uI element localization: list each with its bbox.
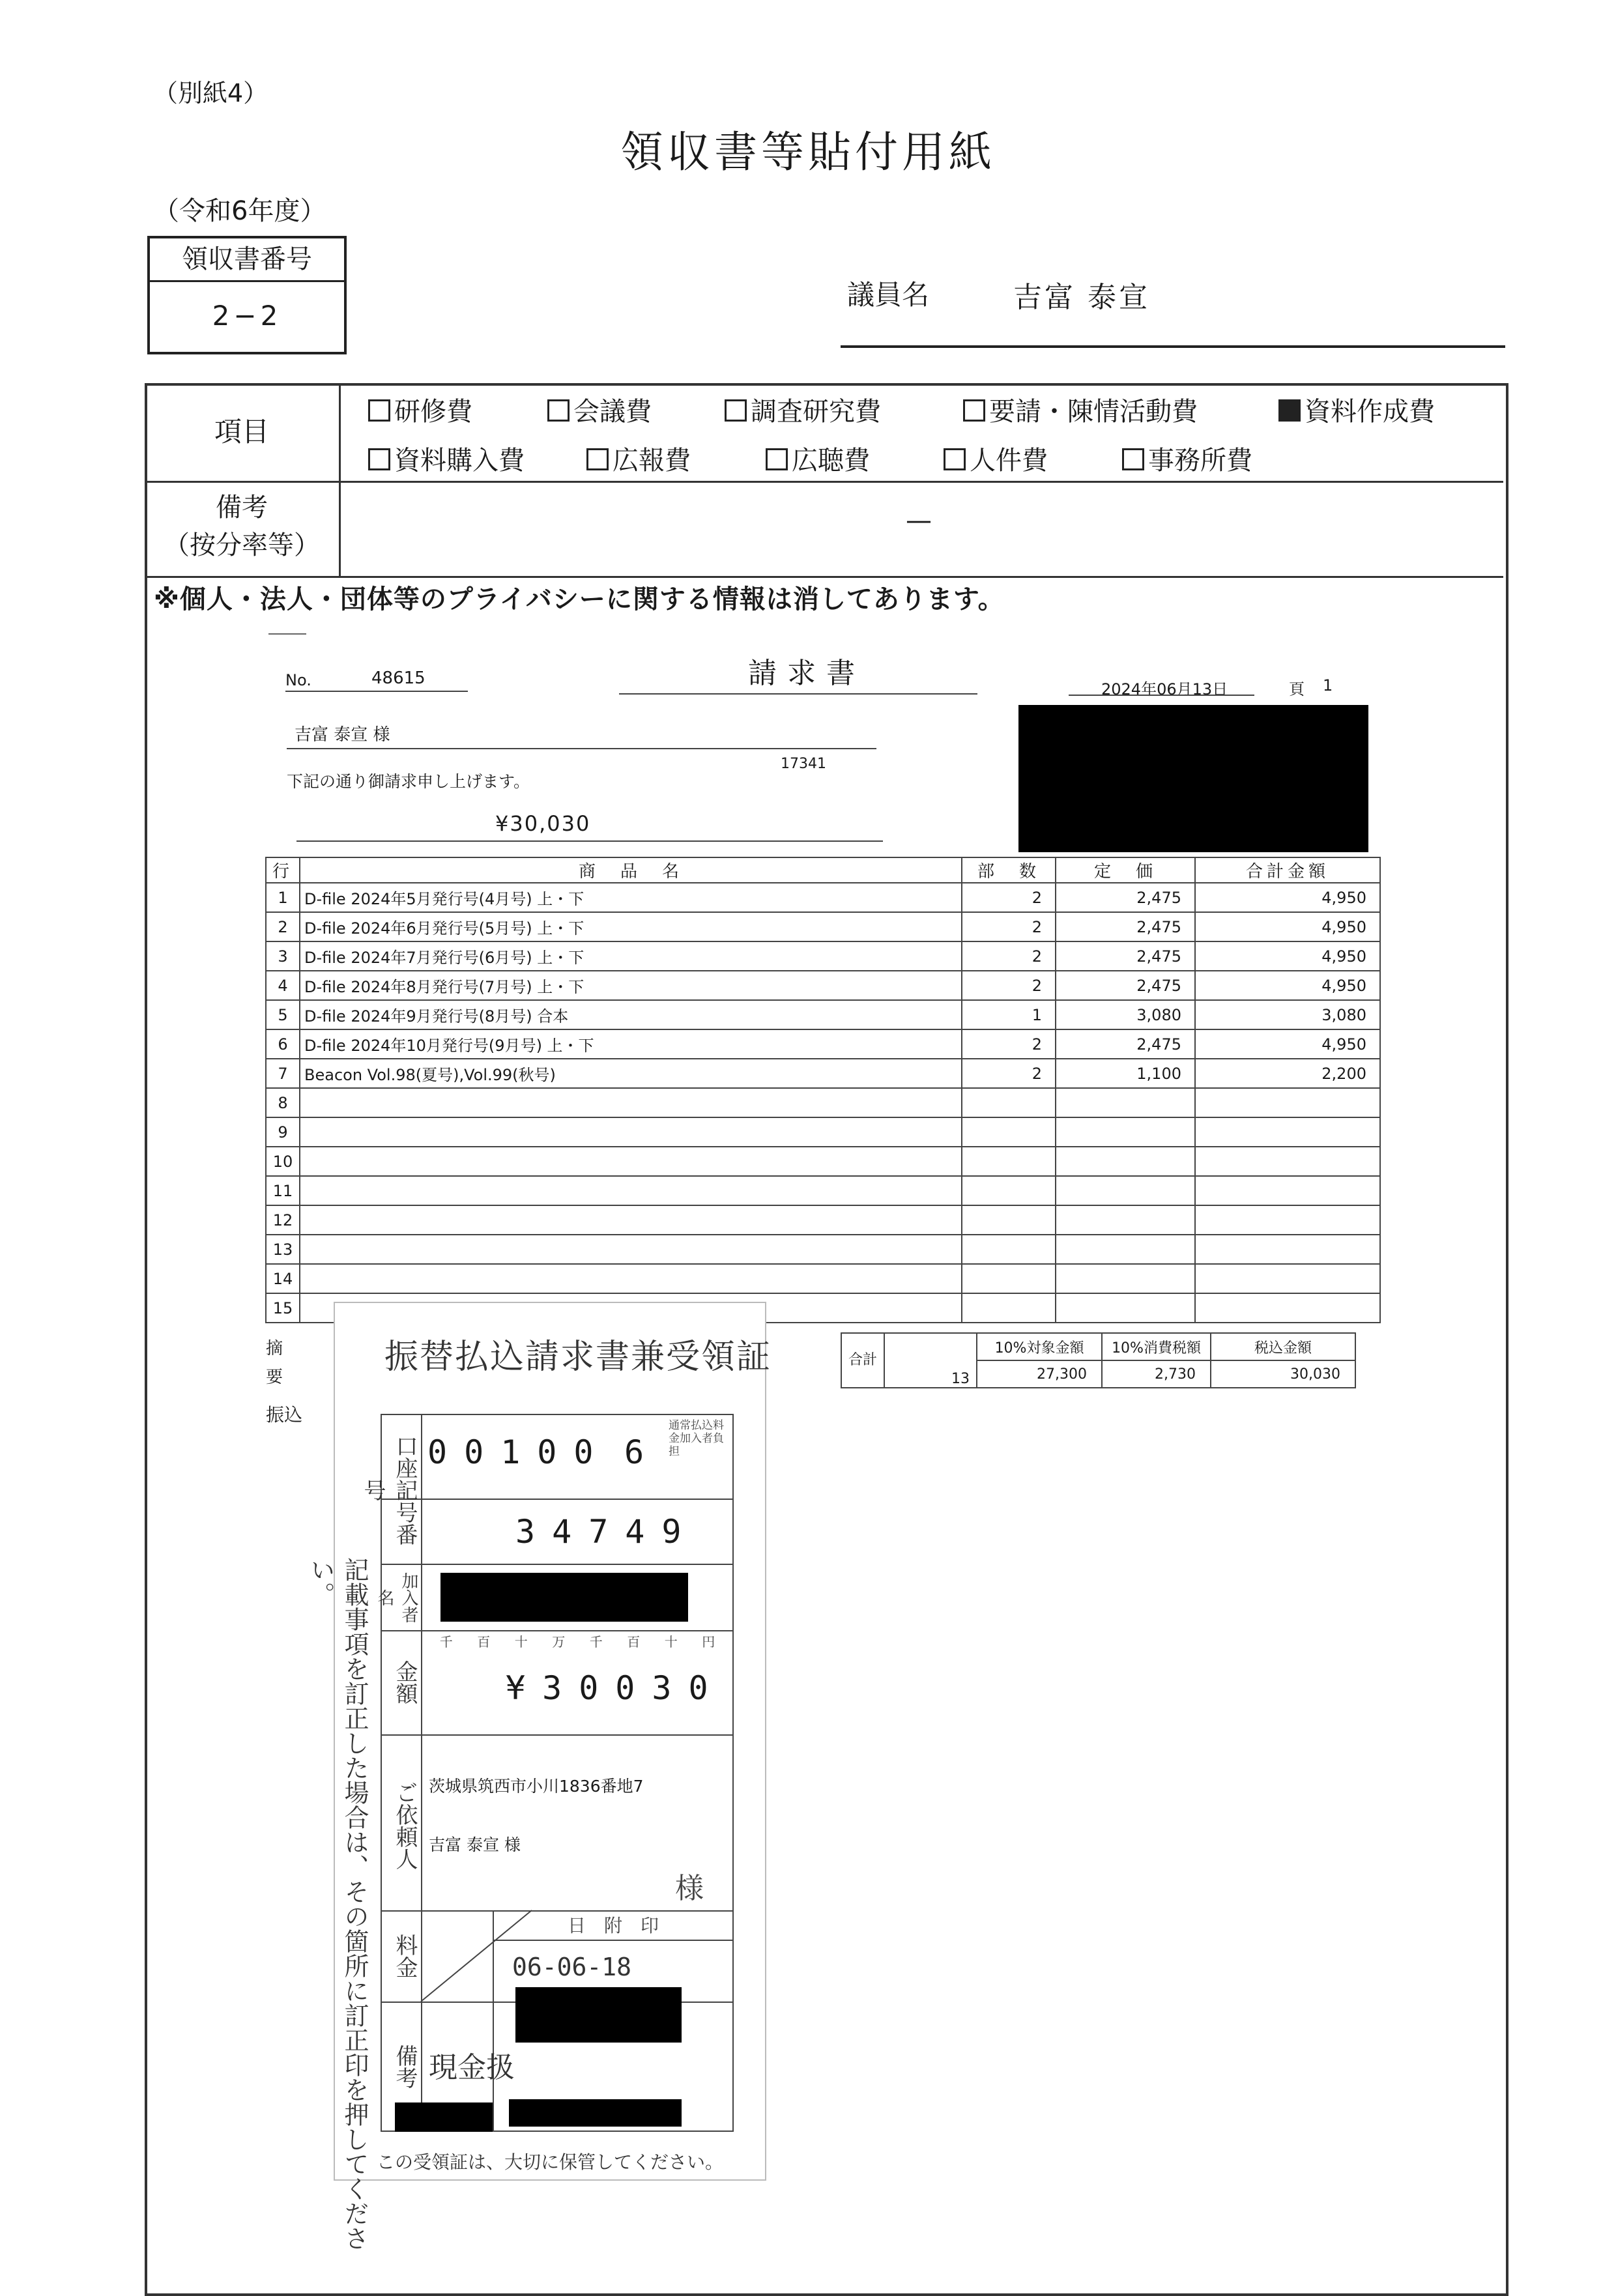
- invoice-customer-code: 17341: [781, 756, 826, 772]
- redaction-box: [1018, 705, 1368, 852]
- unit-price: [1056, 1264, 1195, 1293]
- account-label: 口座記号番号: [360, 1435, 418, 1545]
- invoice-total-underline: [296, 840, 883, 842]
- checkbox-icon: [944, 448, 966, 470]
- unit-price: [1056, 1117, 1195, 1147]
- table-row: [266, 1205, 1380, 1235]
- note-row: [145, 481, 1503, 578]
- payee-label: 加入者名: [375, 1572, 418, 1623]
- invoice-date-underline: [1069, 695, 1254, 696]
- row-number: 8: [266, 1088, 300, 1117]
- receipt-number: 2−2: [212, 300, 282, 332]
- invoice-page-label: 頁: [1289, 680, 1305, 698]
- checkbox-icon: [586, 448, 609, 470]
- sum-qty: 13: [884, 1333, 977, 1388]
- table-row: [266, 941, 1380, 971]
- product-name: D-file 2024年5月発行号(4月号) 上・下: [300, 883, 962, 912]
- unit-price: [1056, 1147, 1195, 1176]
- line-amount: [1195, 1088, 1380, 1117]
- quantity: 1: [962, 1000, 1056, 1029]
- taxable-label: 10%対象金額: [977, 1333, 1102, 1360]
- line-amount: [1195, 1176, 1380, 1205]
- quantity: 2: [962, 1059, 1056, 1088]
- stamp-date: 06-06-18: [512, 1953, 632, 1981]
- table-row: [266, 971, 1380, 1000]
- row-number: 11: [266, 1176, 300, 1205]
- invoice-items-table: [265, 857, 1381, 1323]
- member-label: 議員名: [847, 279, 930, 311]
- invoice-customer-underline: [287, 748, 876, 749]
- redaction-box: [395, 2102, 493, 2132]
- item-label: 項目: [214, 416, 269, 448]
- row-number: 6: [266, 1029, 300, 1059]
- slip-side-label: 振込: [266, 1404, 303, 1426]
- table-row: [266, 1235, 1380, 1264]
- receipt-number-label: 領収書番号: [150, 238, 344, 282]
- product-name: [300, 1176, 962, 1205]
- product-name: D-file 2024年10月発行号(9月号) 上・下: [300, 1029, 962, 1059]
- col-price: 定 価: [1056, 857, 1195, 883]
- row-number: 3: [266, 941, 300, 971]
- unit-price: [1056, 1293, 1195, 1323]
- row-number: 1: [266, 883, 300, 912]
- redaction-box: [515, 1987, 682, 2043]
- stamp-label: 日 附 印: [567, 1915, 659, 1936]
- invoice-no-underline: [285, 691, 468, 692]
- invoice-summary: [841, 1332, 1356, 1388]
- summary-label: 摘要: [266, 1339, 283, 1387]
- quantity: [962, 1147, 1056, 1176]
- line-amount: 3,080: [1195, 1000, 1380, 1029]
- slip-title: 振替払込請求書兼受領証: [384, 1338, 772, 1377]
- table-row: [266, 1264, 1380, 1293]
- unit-price: 2,475: [1056, 971, 1195, 1000]
- honorific: 様: [675, 1872, 704, 1905]
- quantity: 2: [962, 883, 1056, 912]
- product-name: [300, 1088, 962, 1117]
- amount-unit-label: 万: [552, 1634, 566, 1650]
- requester-address: 茨城県筑西市小川1836番地7: [429, 1777, 644, 1796]
- receipt-number-box: [147, 236, 347, 354]
- slip-amount: ¥30030: [506, 1669, 725, 1707]
- unit-price: [1056, 1205, 1195, 1235]
- row-number: 13: [266, 1235, 300, 1264]
- invoice-date: 2024年06月13日: [1101, 680, 1228, 698]
- amount-unit-label: 十: [664, 1634, 678, 1650]
- tax-label: 10%消費税額: [1102, 1333, 1211, 1360]
- member-underline: [841, 345, 1505, 348]
- total-incl-label: 税込金額: [1211, 1333, 1355, 1360]
- category-public-relations[interactable]: 広報費: [586, 440, 691, 477]
- product-name: [300, 1117, 962, 1147]
- table-row: [266, 1117, 1380, 1147]
- table-row: [266, 1176, 1380, 1205]
- slip-footer: この受領証は、大切に保管してください。: [377, 2151, 724, 2173]
- line-amount: 4,950: [1195, 971, 1380, 1000]
- note-label: 備考 （按分率等）: [164, 493, 320, 560]
- line-amount: [1195, 1264, 1380, 1293]
- col-row-no: 行: [266, 857, 300, 883]
- line-amount: 4,950: [1195, 941, 1380, 971]
- unit-price: [1056, 1235, 1195, 1264]
- amount-unit-label: 円: [702, 1634, 715, 1650]
- category-material-creation[interactable]: 資料作成費: [1278, 391, 1435, 428]
- table-row: [266, 1088, 1380, 1117]
- quantity: [962, 1205, 1056, 1235]
- line-amount: 4,950: [1195, 1029, 1380, 1059]
- table-row: [266, 1147, 1380, 1176]
- redaction-box: [509, 2099, 682, 2127]
- invoice-no: 48615: [371, 668, 426, 688]
- slip-side-note: 記載事項を訂正した場合は、その箇所に訂正印を押してください。: [306, 1557, 369, 2250]
- category-material-purchase[interactable]: 資料購入費: [368, 440, 525, 477]
- quantity: [962, 1293, 1056, 1323]
- checkbox-icon: [368, 448, 390, 470]
- line-amount: [1195, 1117, 1380, 1147]
- total-incl-amount: 30,030: [1211, 1360, 1355, 1388]
- table-row: [266, 1000, 1380, 1029]
- line-amount: [1195, 1293, 1380, 1323]
- row-number: 14: [266, 1264, 300, 1293]
- tax-amount: 2,730: [1102, 1360, 1211, 1388]
- product-name: [300, 1147, 962, 1176]
- table-row: [266, 912, 1380, 941]
- amount-unit-label: 千: [589, 1634, 603, 1650]
- table-header-row: [266, 857, 1380, 883]
- invoice-total: ¥30,030: [495, 811, 591, 836]
- row-number: 4: [266, 971, 300, 1000]
- quantity: 2: [962, 941, 1056, 971]
- category-public-hearing[interactable]: 広聴費: [766, 440, 870, 477]
- unit-price: 1,100: [1056, 1059, 1195, 1088]
- invoice-title: 請求書: [748, 657, 865, 690]
- account-prefix: 00100: [427, 1433, 611, 1471]
- unit-price: 3,080: [1056, 1000, 1195, 1029]
- redaction-box: [440, 1573, 688, 1622]
- taxable-amount: 27,300: [977, 1360, 1102, 1388]
- requester-name: 吉富 泰宣 様: [429, 1835, 521, 1854]
- unit-price: 2,475: [1056, 941, 1195, 971]
- page-title: 領収書等貼付用紙: [620, 127, 996, 177]
- amount-unit-label: 百: [627, 1634, 641, 1650]
- product-name: Beacon Vol.98(夏号),Vol.99(秋号): [300, 1059, 962, 1088]
- line-amount: 4,950: [1195, 912, 1380, 941]
- unit-price: 2,475: [1056, 912, 1195, 941]
- unit-price: [1056, 1088, 1195, 1117]
- requester-label: ご依頼人: [392, 1781, 418, 1870]
- product-name: [300, 1205, 962, 1235]
- product-name: [300, 1235, 962, 1264]
- row-number: 9: [266, 1117, 300, 1147]
- quantity: 2: [962, 971, 1056, 1000]
- line-amount: 2,200: [1195, 1059, 1380, 1088]
- quantity: [962, 1117, 1056, 1147]
- amount-unit-label: 十: [514, 1634, 528, 1650]
- checkbox-icon: [547, 399, 570, 422]
- slip-form: [360, 1414, 734, 2132]
- amount-label: 金額: [392, 1660, 418, 1704]
- row-number: 5: [266, 1000, 300, 1029]
- line-amount: [1195, 1147, 1380, 1176]
- quantity: [962, 1176, 1056, 1205]
- category-research[interactable]: 調査研究費: [725, 391, 881, 428]
- product-name: D-file 2024年7月発行号(6月号) 上・下: [300, 941, 962, 971]
- note-value: —: [906, 506, 932, 536]
- checkbox-icon: [963, 399, 985, 422]
- table-row: [266, 1059, 1380, 1088]
- category-meeting[interactable]: 会議費: [547, 391, 652, 428]
- table-row: [266, 1029, 1380, 1059]
- line-amount: [1195, 1205, 1380, 1235]
- invoice-customer: 吉富 泰宣 様: [295, 725, 390, 745]
- checkbox-icon: [1122, 448, 1144, 470]
- unit-price: 2,475: [1056, 1029, 1195, 1059]
- unit-price: 2,475: [1056, 883, 1195, 912]
- quantity: 2: [962, 912, 1056, 941]
- row-number: 7: [266, 1059, 300, 1088]
- row-number: 12: [266, 1205, 300, 1235]
- col-product: 商 品 名: [300, 857, 962, 883]
- line-amount: [1195, 1235, 1380, 1264]
- fiscal-year: （令和6年度）: [153, 196, 326, 226]
- annex-label: （別紙4）: [153, 79, 268, 108]
- category-office[interactable]: 事務所費: [1122, 440, 1252, 477]
- account-check-digit: 6: [624, 1433, 661, 1471]
- checkbox-icon: [725, 399, 747, 422]
- privacy-notice: ※個人・法人・団体等のプライバシーに関する情報は消してあります。: [154, 584, 1005, 614]
- invoice-message: 下記の通り御請求申し上げます。: [287, 772, 530, 791]
- unit-price: [1056, 1176, 1195, 1205]
- amount-unit-label: 千: [439, 1634, 453, 1650]
- category-personnel[interactable]: 人件費: [944, 440, 1048, 477]
- row-number: 2: [266, 912, 300, 941]
- quantity: [962, 1235, 1056, 1264]
- product-name: D-file 2024年6月発行号(5月号) 上・下: [300, 912, 962, 941]
- category-training[interactable]: 研修費: [368, 391, 472, 428]
- col-qty: 部 数: [962, 857, 1056, 883]
- amount-units: [427, 1631, 727, 1650]
- invoice-page: 1: [1323, 676, 1333, 695]
- quantity: [962, 1088, 1056, 1117]
- member-name: 吉富 泰宣: [1013, 281, 1150, 314]
- quantity: [962, 1264, 1056, 1293]
- invoice-no-label: No.: [285, 671, 311, 689]
- table-row: [266, 883, 1380, 912]
- col-amount: 合計金額: [1195, 857, 1380, 883]
- line-amount: 4,950: [1195, 883, 1380, 912]
- product-name: D-file 2024年9月発行号(8月号) 合本: [300, 1000, 962, 1029]
- row-number: 15: [266, 1293, 300, 1323]
- fee-label: 料金: [392, 1934, 418, 1978]
- scan-mark: [268, 633, 306, 635]
- sum-label: 合計: [841, 1333, 884, 1388]
- invoice-title-underline: [619, 693, 977, 695]
- checkbox-icon: [368, 399, 390, 422]
- checked-checkbox-icon: [1278, 399, 1301, 422]
- product-name: D-file 2024年8月発行号(7月号) 上・下: [300, 971, 962, 1000]
- row-number: 10: [266, 1147, 300, 1176]
- checkbox-icon: [766, 448, 788, 470]
- account-number: 34749: [515, 1513, 699, 1551]
- fee-note: 通常払込料金加入者負担: [669, 1419, 724, 1458]
- product-name: [300, 1264, 962, 1293]
- quantity: 2: [962, 1029, 1056, 1059]
- amount-unit-label: 百: [477, 1634, 491, 1650]
- remarks-label: 備考: [392, 2045, 418, 2089]
- category-petition[interactable]: 要請・陳情活動費: [963, 391, 1198, 428]
- cash-handling: 現金扱: [429, 2051, 515, 2084]
